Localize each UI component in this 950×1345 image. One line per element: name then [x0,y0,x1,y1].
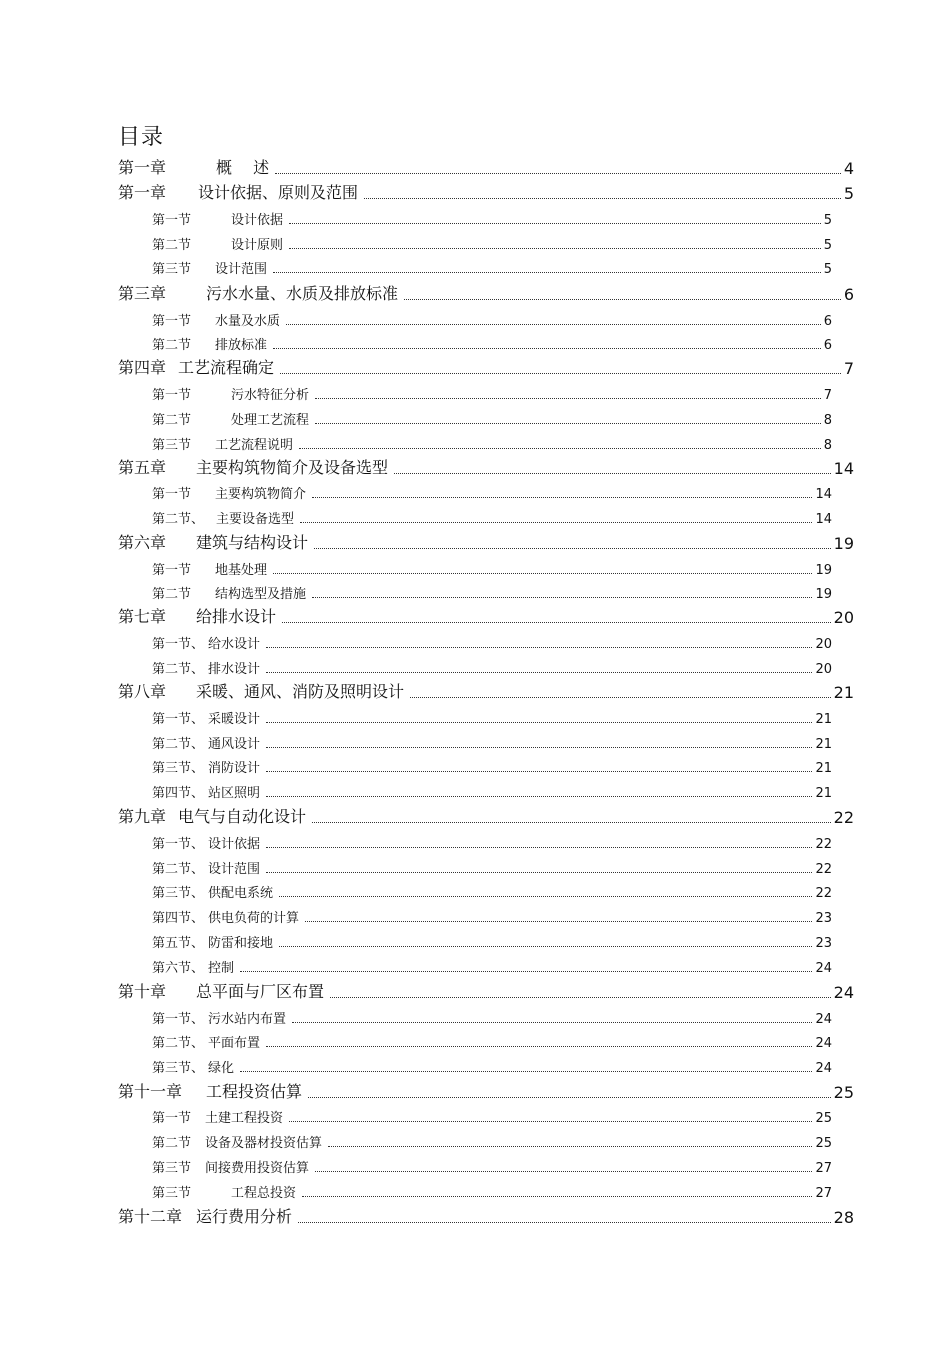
entry-title: 绿化 [208,1061,235,1076]
entry-title: 设计依据、原则及范围 [198,183,359,202]
toc-section-entry[interactable] [152,1029,832,1051]
toc-section-entry[interactable] [152,705,832,727]
page-number: 19 [833,534,854,553]
dot-leader [314,548,831,549]
entry-number: 第十章 [118,982,167,1001]
page-number: 22 [815,837,832,852]
entry-title: 污水站内布置 [208,1012,287,1027]
entry-number: 第三节、 [152,886,205,901]
toc-section-entry[interactable] [152,929,832,951]
entry-number: 第一节、 [152,712,205,727]
entry-title: 采暖、通风、消防及照明设计 [196,682,405,701]
dot-leader [266,747,812,748]
toc-chapter-entry[interactable] [118,1080,854,1102]
dot-leader [289,1121,812,1122]
entry-number: 第七章 [118,607,167,626]
dot-leader [279,946,812,947]
page-number: 5 [823,238,832,253]
entry-number: 第一节 [152,1111,192,1126]
entry-title: 供配电系统 [208,886,274,901]
dot-leader [273,573,812,574]
page-number: 24 [833,983,854,1002]
entry-number: 第二节、 [152,512,205,527]
entry-number: 第一节、 [152,1012,205,1027]
page-number: 28 [833,1208,854,1227]
toc-section-entry[interactable] [152,879,832,901]
page-number: 7 [843,359,854,378]
dot-leader [266,796,812,797]
entry-title: 工艺流程确定 [178,358,275,377]
entry-title: 排放标准 [215,338,268,353]
entry-title: 设计范围 [215,262,268,277]
entry-number: 第一节 [152,213,192,228]
page-number: 6 [823,314,832,329]
toc-section-entry[interactable] [152,1104,832,1126]
entry-number: 第十二章 [118,1207,183,1226]
entry-number: 第二节 [152,338,192,353]
entry-title: 防雷和接地 [208,936,274,951]
entry-title: 土建工程投资 [205,1111,284,1126]
entry-number: 第二节、 [152,737,205,752]
toc-chapter-entry[interactable] [118,156,854,178]
entry-number: 第一节 [152,563,192,578]
entry-title: 消防设计 [208,761,261,776]
toc-section-entry[interactable] [152,655,832,677]
entry-number: 第三节 [152,1161,192,1176]
entry-title: 设计依据 [208,837,261,852]
page-number: 21 [815,712,832,727]
entry-title: 设计原则 [231,238,284,253]
entry-title: 水量及水质 [215,314,281,329]
page-number: 24 [815,1036,832,1051]
entry-number: 第二节 [152,238,192,253]
dot-leader [282,622,831,623]
entry-number: 第一章 [118,158,167,177]
entry-title: 工程投资估算 [206,1082,303,1101]
dot-leader [266,1046,812,1047]
entry-title: 设计依据 [231,213,284,228]
page-number: 14 [815,512,832,527]
entry-title: 供电负荷的计算 [208,911,300,926]
page-number: 5 [823,262,832,277]
entry-number: 第四节、 [152,911,205,926]
toc-chapter-entry[interactable] [118,531,854,553]
entry-number: 第三章 [118,284,167,303]
entry-number: 第五节、 [152,936,205,951]
entry-title: 采暖设计 [208,712,261,727]
entry-number: 第五章 [118,458,167,477]
entry-title: 主要设备选型 [216,512,295,527]
entry-title: 主要构筑物简介 [215,487,307,502]
dot-leader [292,1022,812,1023]
page-number: 14 [833,459,854,478]
toc-section-entry[interactable] [152,730,832,752]
entry-title: 工艺流程说明 [215,438,294,453]
toc-section-entry[interactable] [152,904,832,926]
dot-leader [240,1071,812,1072]
entry-number: 第二节、 [152,662,205,677]
dot-leader [315,1171,812,1172]
page-number: 22 [815,886,832,901]
page-number: 21 [815,786,832,801]
toc-section-entry[interactable] [152,954,832,976]
dot-leader [240,971,812,972]
entry-number: 第一节 [152,487,192,502]
toc-section-entry[interactable] [152,331,832,353]
page-number: 25 [815,1111,832,1126]
page-number: 21 [815,761,832,776]
page-number: 6 [843,285,854,304]
toc-section-entry[interactable] [152,855,832,877]
entry-title: 污水水量、水质及排放标准 [206,284,399,303]
page-number: 22 [815,862,832,877]
entry-number: 第十一章 [118,1082,183,1101]
page-number: 4 [843,159,854,178]
entry-number: 第四节、 [152,786,205,801]
entry-title: 给排水设计 [196,607,277,626]
entry-number: 第四章 [118,358,167,377]
page-number: 14 [815,487,832,502]
dot-leader [305,921,812,922]
page-title: 目录 [118,125,165,150]
dot-leader [299,448,821,449]
toc-chapter-entry[interactable] [118,605,854,627]
entry-number: 第三节、 [152,761,205,776]
entry-title: 运行费用分析 [196,1207,293,1226]
toc-section-entry[interactable] [152,1154,832,1176]
page-number: 20 [815,637,832,652]
entry-number: 第二节 [152,587,192,602]
page-number: 5 [843,184,854,203]
toc-chapter-entry[interactable] [118,980,854,1002]
entry-number: 第二节 [152,1136,192,1151]
dot-leader [300,522,812,523]
entry-title: 给水设计 [208,637,261,652]
toc-section-entry[interactable] [152,381,832,403]
entry-title: 通风设计 [208,737,261,752]
page-number: 20 [815,662,832,677]
toc-section-entry[interactable] [152,255,832,277]
page-number: 7 [823,388,832,403]
entry-number: 第二节 [152,413,192,428]
page-number: 24 [815,961,832,976]
page-number: 25 [833,1083,854,1102]
page-number: 21 [833,683,854,702]
page-number: 19 [815,587,832,602]
dot-leader [312,597,812,598]
entry-number: 第一章 [118,183,167,202]
entry-title: 设备及器材投资估算 [205,1136,323,1151]
toc-section-entry[interactable] [152,779,832,801]
page-number: 23 [815,936,832,951]
toc-section-entry[interactable] [152,307,832,329]
dot-leader [328,1146,812,1147]
entry-title: 建筑与结构设计 [196,533,309,552]
entry-title: 主要构筑物简介及设备选型 [196,458,389,477]
page-number: 24 [815,1061,832,1076]
entry-title: 电气与自动化设计 [178,807,307,826]
dot-leader [394,473,831,474]
dot-leader [266,771,812,772]
dot-leader [302,1196,812,1197]
page-number: 22 [833,808,854,827]
entry-title: 站区照明 [208,786,261,801]
dot-leader [315,398,821,399]
page-number: 8 [823,438,832,453]
entry-title: 工程总投资 [231,1186,297,1201]
page-number: 19 [815,563,832,578]
entry-title: 处理工艺流程 [231,413,310,428]
toc-chapter-entry[interactable] [118,1205,854,1227]
toc-section-entry[interactable] [152,431,832,453]
toc-section-entry[interactable] [152,406,832,428]
toc-chapter-entry[interactable] [118,181,854,203]
entry-number: 第一节 [152,314,192,329]
toc-chapter-entry[interactable] [118,456,854,478]
page-number: 25 [815,1136,832,1151]
entry-number: 第一节 [152,388,192,403]
entry-number: 第三节 [152,438,192,453]
entry-number: 第二节、 [152,1036,205,1051]
toc-section-entry[interactable] [152,754,832,776]
entry-title: 污水特征分析 [231,388,310,403]
toc-chapter-entry[interactable] [118,680,854,702]
entry-number: 第九章 [118,807,167,826]
entry-number: 第三节 [152,1186,192,1201]
entry-title: 总平面与厂区布置 [196,982,325,1001]
dot-leader [266,647,812,648]
dot-leader [280,373,841,374]
entry-title: 结构选型及措施 [215,587,307,602]
dot-leader [298,1222,831,1223]
dot-leader [266,847,812,848]
dot-leader [308,1097,831,1098]
entry-number: 第六章 [118,533,167,552]
dot-leader [410,697,831,698]
toc-section-entry[interactable] [152,206,832,228]
dot-leader [312,497,812,498]
toc-section-entry[interactable] [152,231,832,253]
page-number: 23 [815,911,832,926]
dot-leader [286,324,821,325]
page-number: 20 [833,608,854,627]
entry-title: 概 述 [216,158,270,177]
toc-section-entry[interactable] [152,480,832,502]
entry-number: 第八章 [118,682,167,701]
toc-section-entry[interactable] [152,630,832,652]
page-number: 21 [815,737,832,752]
entry-number: 第六节、 [152,961,205,976]
entry-number: 第三节 [152,262,192,277]
page-number: 27 [815,1161,832,1176]
entry-title: 控制 [208,961,235,976]
entry-number: 第二节、 [152,862,205,877]
entry-number: 第三节、 [152,1061,205,1076]
entry-number: 第一节、 [152,837,205,852]
dot-leader [404,299,841,300]
dot-leader [279,896,812,897]
toc-chapter-entry[interactable] [118,356,854,378]
toc-section-entry[interactable] [152,556,832,578]
toc-section-entry[interactable] [152,1129,832,1151]
entry-title: 地基处理 [215,563,268,578]
page-number: 6 [823,338,832,353]
entry-title: 间接费用投资估算 [205,1161,310,1176]
dot-leader [315,423,821,424]
page-number: 5 [823,213,832,228]
dot-leader [330,997,831,998]
dot-leader [266,672,812,673]
toc-section-entry[interactable] [152,1005,832,1027]
dot-leader [273,272,821,273]
dot-leader [312,822,831,823]
dot-leader [273,348,821,349]
page-number: 24 [815,1012,832,1027]
dot-leader [364,198,841,199]
toc-section-entry[interactable] [152,830,832,852]
toc-section-entry[interactable] [152,1054,832,1076]
dot-leader [275,173,841,174]
toc-section-entry[interactable] [152,505,832,527]
toc-chapter-entry[interactable] [118,282,854,304]
entry-title: 设计范围 [208,862,261,877]
dot-leader [266,722,812,723]
page-number: 8 [823,413,832,428]
page-number: 27 [815,1186,832,1201]
toc-chapter-entry[interactable] [118,805,854,827]
entry-title: 平面布置 [208,1036,261,1051]
dot-leader [289,223,821,224]
toc-section-entry[interactable] [152,1179,832,1201]
dot-leader [289,248,821,249]
entry-number: 第一节、 [152,637,205,652]
dot-leader [266,872,812,873]
toc-section-entry[interactable] [152,580,832,602]
entry-title: 排水设计 [208,662,261,677]
